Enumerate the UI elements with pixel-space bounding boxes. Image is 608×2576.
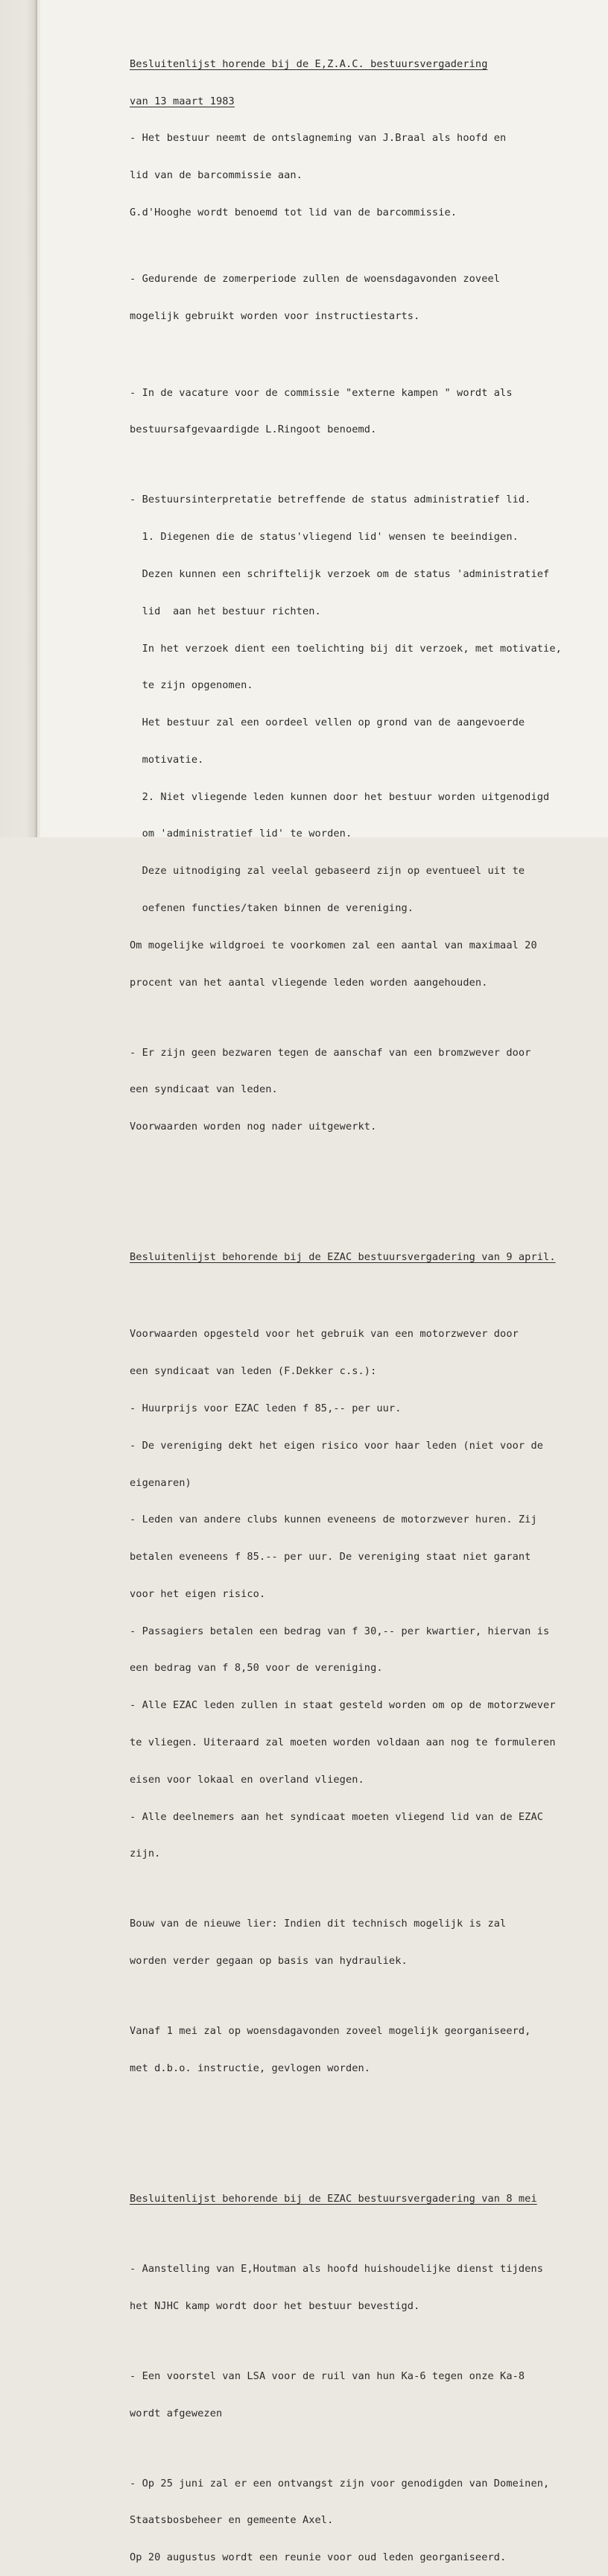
paragraph-line: een syndicaat van leden. <box>130 1083 278 1096</box>
paragraph-line: wordt afgewezen <box>130 2407 223 2419</box>
paragraph-line: betalen eveneens f 85.-- per uur. De vereniging staat niet garant <box>130 1551 531 1563</box>
paragraph-line: - Er zijn geen bezwaren tegen de aanschaf van een bromzwever door <box>130 1046 531 1059</box>
paragraph-line: lid van de barcommissie aan. <box>130 169 303 182</box>
paragraph-line: 1. Diegenen die de status'vliegend lid' wensen te beeindigen. <box>130 531 519 544</box>
paragraph-line: Voorwaarden worden nog nader uitgewerkt. <box>130 1121 377 1133</box>
paragraph-line: G.d'Hooghe wordt benoemd tot lid van de barcommissie. <box>130 206 457 218</box>
paragraph-line: om 'administratief lid' te worden. <box>130 828 352 840</box>
paragraph-line: - Het bestuur neemt de ontslagneming van J.Braal als hoofd en <box>130 132 507 145</box>
paragraph-line: voor het eigen risico. <box>130 1587 266 1600</box>
paragraph-line: - Een voorstel van LSA voor de ruil van hun Ka-6 tegen onze Ka-8 <box>130 2369 525 2382</box>
paragraph-line: Voorwaarden opgesteld voor het gebruik van een motorzwever door <box>130 1328 519 1341</box>
paragraph-line: - Aanstelling van E,Houtman als hoofd huishoudelijke dienst tijdens <box>130 2263 544 2276</box>
paragraph-line: In het verzoek dient een toelichting bij dit verzoek, met motivatie, <box>130 642 562 655</box>
paragraph-line: mogelijk gebruikt worden voor instructiestarts. <box>130 309 420 322</box>
section-heading: Besluitenlijst behorende bij de EZAC bestuursvergadering van 9 april. <box>130 1251 556 1264</box>
paragraph-line: - Alle EZAC leden zullen in staat gesteld worden om op de motorzwever <box>130 1699 556 1712</box>
paragraph-line: Het bestuur zal een oordeel vellen op grond van de aangevoerde <box>130 717 525 729</box>
paragraph-line: - Huurprijs voor EZAC leden f 85,-- per uur. <box>130 1402 402 1414</box>
paragraph-line: eisen voor lokaal en overland vliegen. <box>130 1773 364 1786</box>
paragraph-line: - Leden van andere clubs kunnen eveneens de motorzwever huren. Zij <box>130 1514 537 1526</box>
section-heading: Besluitenlijst horende bij de E,Z.A.C. bestuursvergadering <box>130 57 488 70</box>
paragraph-line: Op 20 augustus wordt een reunie voor oud leden georganiseerd. <box>130 2551 507 2564</box>
paragraph-line: - Gedurende de zomerperiode zullen de woensdagavonden zoveel <box>130 272 501 285</box>
paragraph-line: procent van het aantal vliegende leden worden aangehouden. <box>130 976 488 989</box>
paragraph-line: worden verder gegaan op basis van hydrauliek. <box>130 1955 408 1968</box>
binding-spine <box>0 0 37 837</box>
paragraph-line: 2. Niet vliegende leden kunnen door het bestuur worden uitgenodigd <box>130 790 550 803</box>
paragraph-line: Dezen kunnen een schriftelijk verzoek om de status 'administratief <box>130 567 550 580</box>
paragraph-line: een syndicaat van leden (F.Dekker c.s.): <box>130 1365 377 1378</box>
document-body <box>130 21 599 2576</box>
paragraph-line: eigenaren) <box>130 1476 191 1489</box>
paragraph-line: - Passagiers betalen een bedrag van f 30,-- per kwartier, hiervan is <box>130 1625 550 1637</box>
paragraph-line: Vanaf 1 mei zal op woensdagavonden zoveel mogelijk georganiseerd, <box>130 2025 531 2038</box>
paragraph-line: te vliegen. Uiteraard zal moeten worden voldaan aan nog te formuleren <box>130 1736 556 1748</box>
paragraph-line: - Bestuursinterpretatie betreffende de status administratief lid. <box>130 494 531 506</box>
paragraph-line: motivatie. <box>130 753 204 766</box>
paragraph-line: het NJHC kamp wordt door het bestuur bevestigd. <box>130 2299 420 2312</box>
paragraph-line: met d.b.o. instructie, gevlogen worden. <box>130 2062 371 2074</box>
paragraph-line: te zijn opgenomen. <box>130 679 253 692</box>
paragraph-line: - In de vacature voor de commissie "externe kampen " wordt als <box>130 386 513 399</box>
section-heading: Besluitenlijst behorende bij de EZAC bestuursvergadering van 8 mei <box>130 2193 537 2205</box>
paragraph-line: bestuursafgevaardigde L.Ringoot benoemd. <box>130 423 377 436</box>
paragraph-line: - De vereniging dekt het eigen risico voor haar leden (niet voor de <box>130 1439 544 1452</box>
paragraph-line: Deze uitnodiging zal veelal gebaseerd zijn op eventueel uit te <box>130 865 525 878</box>
section-heading-date: van 13 maart 1983 <box>130 95 235 107</box>
paragraph-line: oefenen functies/taken binnen de vereniging. <box>130 901 414 914</box>
paragraph-line: Bouw van de nieuwe lier: Indien dit technisch mogelijk is zal <box>130 1918 507 1930</box>
paragraph-line: Om mogelijke wildgroei te voorkomen zal een aantal van maximaal 20 <box>130 939 537 951</box>
paragraph-line: Staatsbosbeheer en gemeente Axel. <box>130 2514 334 2527</box>
paragraph-line: een bedrag van f 8,50 voor de vereniging. <box>130 1662 383 1675</box>
paragraph-line: lid aan het bestuur richten. <box>130 605 321 617</box>
paragraph-line: zijn. <box>130 1848 161 1860</box>
paragraph-line: - Alle deelnemers aan het syndicaat moeten vliegend lid van de EZAC <box>130 1810 544 1823</box>
paragraph-line: - Op 25 juni zal er een ontvangst zijn voor genodigden van Domeinen, <box>130 2477 550 2490</box>
